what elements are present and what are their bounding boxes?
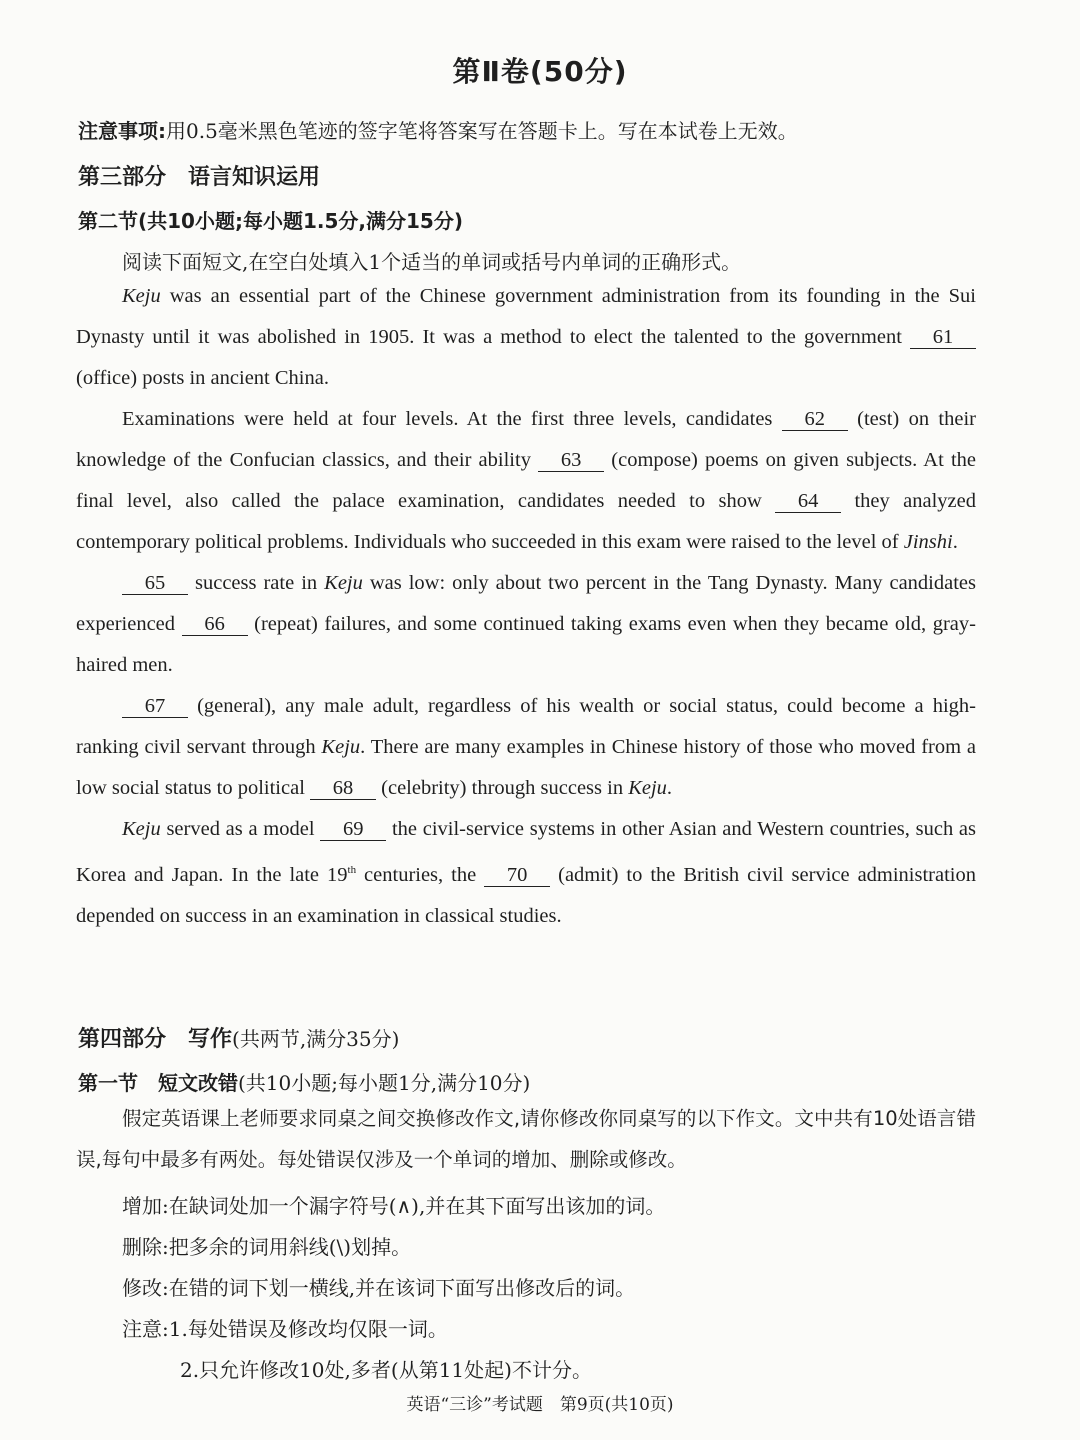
blank-69: 69 (320, 818, 386, 841)
blank-62: 62 (782, 408, 848, 431)
rule-add: 增加:在缺词处加一个漏字符号(∧),并在其下面写出该加的词。 (122, 1194, 666, 1218)
rule-delete: 删除:把多余的词用斜线(\)划掉。 (122, 1235, 412, 1259)
part3-heading: 第三部分 语言知识运用 (78, 165, 321, 190)
part3-section2: 第二节(共10小题;每小题1.5分,满分15分) (78, 209, 463, 233)
blank-61: 61 (910, 326, 976, 349)
blank-70: 70 (484, 864, 550, 887)
blank-64: 64 (775, 490, 841, 513)
blank-63: 63 (538, 449, 604, 472)
blank-68: 68 (310, 777, 376, 800)
passage-paragraph-3: 65 success rate in Keju was low: only about two percent in the Tang Dynasty. Many candidates experienced 66 (repeat) failures, and some continued taking exams even when they became old, gray-haired men. (76, 572, 976, 676)
passage-paragraph-1: Keju was an essential part of the Chinese government administration from its founding in the Sui Dynasty until it was abolished in 1905. It was a method to elect the talented to the government 61 (office) posts in ancient China. (76, 285, 976, 389)
part4-heading: 第四部分 写作(共两节,满分35分) (78, 1027, 400, 1052)
part4-section1: 第一节 短文改错(共10小题;每小题1分,满分10分) (78, 1071, 531, 1095)
notice-text: 用0.5毫米黑色笔迹的签字笔将答案写在答题卡上。写在本试卷上无效。 (166, 119, 798, 143)
part4-intro: 假定英语课上老师要求同桌之间交换修改作文,请你修改你同桌写的以下作文。文中共有10处语言错误,每句中最多有两处。每处错误仅涉及一个单词的增加、删除或修改。 (76, 1107, 976, 1171)
reading-passage (76, 276, 976, 937)
rule-modify: 修改:在错的词下划一横线,并在该词下面写出修改后的词。 (122, 1276, 636, 1300)
part3-instruction: 阅读下面短文,在空白处填入1个适当的单词或括号内单词的正确形式。 (122, 250, 742, 274)
blank-66: 66 (182, 613, 248, 636)
note-1: 注意:1.每处错误及修改均仅限一词。 (122, 1317, 448, 1341)
blank-65: 65 (122, 572, 188, 595)
page-footer: 英语“三诊”考试题 第9页(共10页) (406, 1395, 674, 1415)
passage-paragraph-5: Keju served as a model 69 the civil-service systems in other Asian and Western countries, such as Korea and Japan. In the late 19th centuries, the 70 (admit) to the British civil service administration depended on success in an examination in classical studies. (76, 818, 976, 927)
notice-line (78, 115, 798, 144)
passage-paragraph-4: 67 (general), any male adult, regardless of his wealth or social status, could become a high-ranking civil servant through Keju. There are many examples in Chinese history of those who moved from a low social status to political 68 (celebrity) through success in Keju. (76, 695, 976, 799)
page-title: 第Ⅱ卷(50分) (452, 55, 628, 88)
blank-67: 67 (122, 695, 188, 718)
passage-paragraph-2: Examinations were held at four levels. At the first three levels, candidates 62 (test) on their knowledge of the Confucian classics, and their ability 63 (compose) poems on given subjects. At the final level, also called the palace examination, candidates needed to show 64 they analyzed contemporary political problems. Individuals who succeeded in this exam were raised to the level of Jinshi. (76, 408, 976, 553)
notice-label: 注意事项: (78, 119, 166, 143)
note-2: 2.只允许修改10处,多者(从第11处起)不计分。 (180, 1358, 592, 1382)
